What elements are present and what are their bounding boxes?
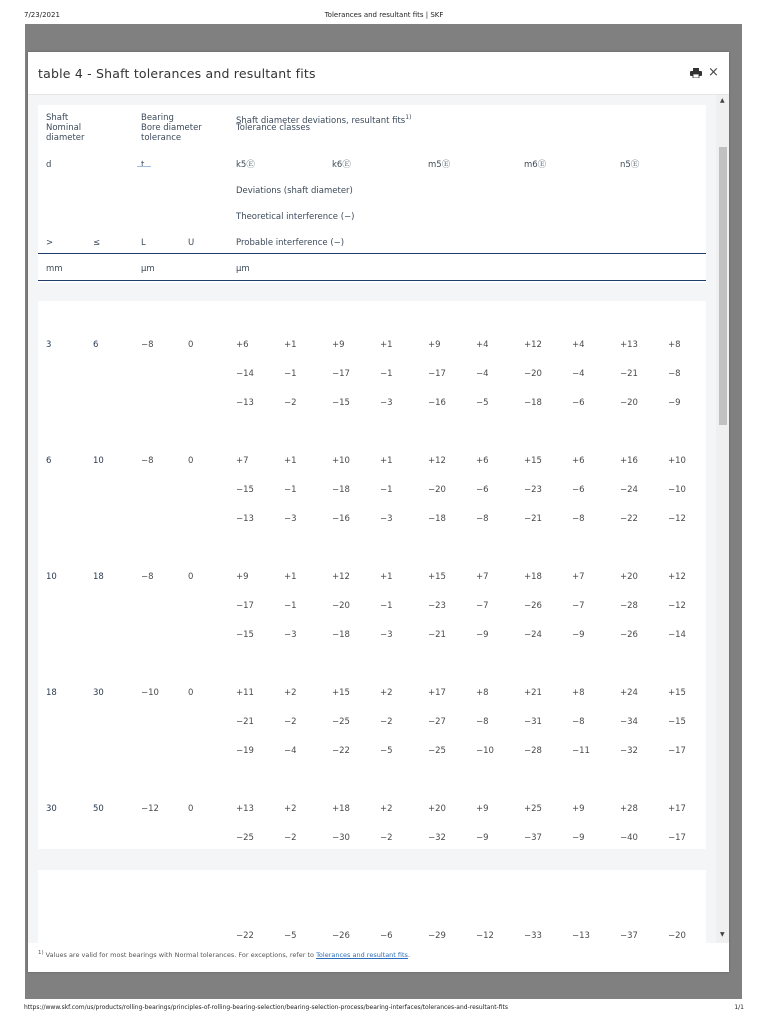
row-3-line-0-cell-8: +24	[620, 688, 638, 698]
t-symbol-link[interactable]	[137, 163, 151, 167]
header-tolerance-classes: Tolerance classes	[236, 123, 310, 133]
row-2-line-2-cell-7: −9	[572, 630, 585, 640]
row-2-d-gt: 10	[46, 572, 57, 582]
row-2-line-1-cell-2: −20	[332, 601, 350, 611]
row-1-L: −8	[141, 456, 154, 466]
row-2-line-0-cell-5: +7	[476, 572, 489, 582]
row-0-line-1-cell-6: −20	[524, 369, 542, 379]
print-date: 7/23/2021	[24, 11, 60, 19]
row-4-d-le: 50	[93, 804, 104, 814]
row-0-line-2-cell-7: −6	[572, 398, 585, 408]
header-footnote-marker: 1)	[405, 114, 412, 121]
row-4-L: −12	[141, 804, 159, 814]
row-3-line-2-cell-4: −25	[428, 746, 446, 756]
row-3-line-1-cell-4: −27	[428, 717, 446, 727]
table-modal	[28, 52, 729, 972]
header-divider	[38, 253, 706, 254]
modal-header	[28, 52, 729, 95]
row-4-line-0-cell-0: +13	[236, 804, 254, 814]
row-1-line-0-cell-7: +6	[572, 456, 585, 466]
row-3-line-2-cell-9: −17	[668, 746, 686, 756]
row-2-line-2-cell-4: −21	[428, 630, 446, 640]
table-body-panel-continued	[38, 870, 706, 943]
row-4-line-0-cell-7: +9	[572, 804, 585, 814]
header-shaft-nominal-diameter: Shaft Nominal diameter	[46, 113, 85, 143]
row-4-line-2-cell-6: −33	[524, 931, 542, 941]
row-2-line-0-cell-9: +12	[668, 572, 686, 582]
row-2-line-1-cell-1: −1	[284, 601, 297, 611]
row-1-line-0-cell-3: +1	[380, 456, 393, 466]
header-d-symbol: d	[46, 160, 52, 170]
print-title: Tolerances and resultant fits | SKF	[324, 11, 444, 19]
legend-probable-interference: Probable interference (−)	[236, 238, 345, 248]
unit-mm: mm	[46, 264, 63, 274]
print-header	[0, 0, 768, 24]
row-1-line-2-cell-3: −3	[380, 514, 393, 524]
row-4-line-0-cell-2: +18	[332, 804, 350, 814]
row-1-line-2-cell-0: −13	[236, 514, 254, 524]
row-1-line-2-cell-8: −22	[620, 514, 638, 524]
legend-deviations: Deviations (shaft diameter)	[236, 186, 353, 196]
row-0-line-0-cell-5: +4	[476, 340, 489, 350]
print-page-number: 1/1	[734, 1004, 744, 1011]
row-0-L: −8	[141, 340, 154, 350]
row-3-line-1-cell-1: −2	[284, 717, 297, 727]
row-1-line-2-cell-9: −12	[668, 514, 686, 524]
row-3-line-0-cell-1: +2	[284, 688, 297, 698]
footnote-marker: 1)	[38, 950, 44, 956]
row-4-d-gt: 30	[46, 804, 57, 814]
header-t-symbol: t	[141, 160, 145, 170]
row-2-line-0-cell-3: +1	[380, 572, 393, 582]
row-0-line-1-cell-8: −21	[620, 369, 638, 379]
row-0-line-1-cell-5: −4	[476, 369, 489, 379]
row-3-line-1-cell-7: −8	[572, 717, 585, 727]
row-3-line-0-cell-2: +15	[332, 688, 350, 698]
row-2-line-1-cell-8: −28	[620, 601, 638, 611]
modal-title: table 4 - Shaft tolerances and resultant fits	[38, 66, 316, 81]
row-4-line-1-cell-1: −2	[284, 833, 297, 843]
row-4-line-2-cell-7: −13	[572, 931, 590, 941]
row-2-line-1-cell-5: −7	[476, 601, 489, 611]
row-1-line-2-cell-2: −16	[332, 514, 350, 524]
row-1-line-1-cell-1: −1	[284, 485, 297, 495]
row-0-line-1-cell-3: −1	[380, 369, 393, 379]
row-3-L: −10	[141, 688, 159, 698]
header-less-equal: ≤	[93, 238, 101, 248]
row-1-line-1-cell-4: −20	[428, 485, 446, 495]
row-4-line-1-cell-2: −30	[332, 833, 350, 843]
row-4-line-0-cell-8: +28	[620, 804, 638, 814]
row-3-line-2-cell-2: −22	[332, 746, 350, 756]
row-0-line-2-cell-8: −20	[620, 398, 638, 408]
row-4-line-1-cell-6: −37	[524, 833, 542, 843]
row-0-line-2-cell-3: −3	[380, 398, 393, 408]
scroll-down-arrow-icon[interactable]: ▼	[720, 931, 725, 938]
row-4-line-1-cell-5: −9	[476, 833, 489, 843]
footnote-link[interactable]: Tolerances and resultant fits	[316, 951, 408, 960]
row-2-line-2-cell-8: −26	[620, 630, 638, 640]
row-0-line-0-cell-2: +9	[332, 340, 345, 350]
row-0-line-2-cell-5: −5	[476, 398, 489, 408]
row-2-line-0-cell-1: +1	[284, 572, 297, 582]
row-1-line-0-cell-2: +10	[332, 456, 350, 466]
row-4-line-1-cell-9: −17	[668, 833, 686, 843]
row-2-line-0-cell-2: +12	[332, 572, 350, 582]
scrollbar-thumb[interactable]	[719, 147, 727, 425]
row-1-d-le: 10	[93, 456, 104, 466]
header-U: U	[188, 238, 195, 248]
row-2-line-0-cell-8: +20	[620, 572, 638, 582]
legend-theoretical-interference: Theoretical interference (−)	[236, 212, 355, 222]
row-2-line-2-cell-6: −24	[524, 630, 542, 640]
tolerance-class-4: n5Ⓔ	[620, 160, 640, 170]
table-scroll-area[interactable]	[28, 95, 729, 943]
row-3-d-gt: 18	[46, 688, 57, 698]
row-1-line-2-cell-4: −18	[428, 514, 446, 524]
row-0-line-2-cell-4: −16	[428, 398, 446, 408]
row-0-line-0-cell-0: +6	[236, 340, 249, 350]
table-header-panel	[38, 105, 706, 283]
row-1-line-0-cell-5: +6	[476, 456, 489, 466]
row-1-line-0-cell-6: +15	[524, 456, 542, 466]
row-4-line-2-cell-8: −37	[620, 931, 638, 941]
row-2-line-0-cell-0: +9	[236, 572, 249, 582]
row-1-line-1-cell-0: −15	[236, 485, 254, 495]
row-1-line-2-cell-7: −8	[572, 514, 585, 524]
row-0-line-0-cell-9: +8	[668, 340, 681, 350]
row-0-d-gt: 3	[46, 340, 52, 350]
row-1-line-1-cell-7: −6	[572, 485, 585, 495]
row-0-d-le: 6	[93, 340, 99, 350]
row-2-line-1-cell-6: −26	[524, 601, 542, 611]
row-2-line-2-cell-2: −18	[332, 630, 350, 640]
row-4-line-2-cell-3: −6	[380, 931, 393, 941]
row-3-line-1-cell-9: −15	[668, 717, 686, 727]
row-4-line-2-cell-2: −26	[332, 931, 350, 941]
row-4-line-2-cell-4: −29	[428, 931, 446, 941]
row-4-line-1-cell-4: −32	[428, 833, 446, 843]
row-2-line-1-cell-3: −1	[380, 601, 393, 611]
row-1-d-gt: 6	[46, 456, 52, 466]
row-2-line-1-cell-0: −17	[236, 601, 254, 611]
row-3-line-2-cell-6: −28	[524, 746, 542, 756]
printer-icon[interactable]	[690, 68, 702, 78]
close-icon[interactable]: ×	[708, 65, 719, 80]
row-4-line-1-cell-7: −9	[572, 833, 585, 843]
row-0-line-1-cell-4: −17	[428, 369, 446, 379]
row-3-line-2-cell-8: −32	[620, 746, 638, 756]
row-0-line-2-cell-9: −9	[668, 398, 681, 408]
row-4-U: 0	[188, 804, 194, 814]
row-0-line-0-cell-1: +1	[284, 340, 297, 350]
row-0-line-1-cell-0: −14	[236, 369, 254, 379]
row-2-line-1-cell-4: −23	[428, 601, 446, 611]
row-0-line-1-cell-7: −4	[572, 369, 585, 379]
row-3-line-0-cell-9: +15	[668, 688, 686, 698]
row-3-line-1-cell-8: −34	[620, 717, 638, 727]
row-3-line-0-cell-6: +21	[524, 688, 542, 698]
row-3-line-2-cell-0: −19	[236, 746, 254, 756]
row-1-line-0-cell-4: +12	[428, 456, 446, 466]
row-1-line-0-cell-1: +1	[284, 456, 297, 466]
vertical-scrollbar[interactable]	[716, 95, 729, 943]
row-3-line-1-cell-0: −21	[236, 717, 254, 727]
row-3-line-1-cell-2: −25	[332, 717, 350, 727]
unit-um-bearing: µm	[141, 264, 155, 274]
row-1-line-2-cell-6: −21	[524, 514, 542, 524]
scroll-up-arrow-icon[interactable]: ▲	[720, 97, 725, 104]
row-4-line-0-cell-9: +17	[668, 804, 686, 814]
row-3-line-1-cell-3: −2	[380, 717, 393, 727]
row-3-line-1-cell-5: −8	[476, 717, 489, 727]
row-1-line-0-cell-8: +16	[620, 456, 638, 466]
row-2-line-2-cell-3: −3	[380, 630, 393, 640]
row-0-line-2-cell-1: −2	[284, 398, 297, 408]
row-0-line-0-cell-3: +1	[380, 340, 393, 350]
row-4-line-0-cell-3: +2	[380, 804, 393, 814]
row-3-line-2-cell-5: −10	[476, 746, 494, 756]
row-0-line-0-cell-6: +12	[524, 340, 542, 350]
units-divider	[38, 280, 706, 281]
row-1-line-1-cell-3: −1	[380, 485, 393, 495]
row-2-line-2-cell-0: −15	[236, 630, 254, 640]
print-url: https://www.skf.com/us/products/rolling-bearings/principles-of-rolling-bearing-selection/bearing-selection-process/bearing-interfaces/tolerances-and-resultant-fits	[24, 1004, 508, 1011]
row-2-line-1-cell-9: −12	[668, 601, 686, 611]
row-3-line-0-cell-7: +8	[572, 688, 585, 698]
row-2-line-2-cell-1: −3	[284, 630, 297, 640]
row-0-line-2-cell-0: −13	[236, 398, 254, 408]
row-4-line-0-cell-5: +9	[476, 804, 489, 814]
row-2-line-0-cell-4: +15	[428, 572, 446, 582]
row-0-line-1-cell-1: −1	[284, 369, 297, 379]
row-1-line-2-cell-1: −3	[284, 514, 297, 524]
row-3-line-0-cell-3: +2	[380, 688, 393, 698]
row-2-line-2-cell-9: −14	[668, 630, 686, 640]
modal-footer	[28, 943, 729, 972]
row-0-line-0-cell-8: +13	[620, 340, 638, 350]
header-shaft-deviations: Shaft diameter deviations, resultant fits$^{1)}$	[236, 114, 412, 126]
row-4-line-1-cell-3: −2	[380, 833, 393, 843]
row-3-line-0-cell-0: +11	[236, 688, 254, 698]
row-2-U: 0	[188, 572, 194, 582]
row-1-line-1-cell-2: −18	[332, 485, 350, 495]
row-1-line-1-cell-8: −24	[620, 485, 638, 495]
row-1-line-1-cell-9: −10	[668, 485, 686, 495]
header-bearing-bore-tolerance: Bearing Bore diameter tolerance	[141, 113, 202, 143]
row-0-U: 0	[188, 340, 194, 350]
row-4-line-1-cell-8: −40	[620, 833, 638, 843]
header-L: L	[141, 238, 146, 248]
table-body-panel	[38, 301, 706, 849]
row-0-line-2-cell-6: −18	[524, 398, 542, 408]
row-4-line-0-cell-4: +20	[428, 804, 446, 814]
row-1-U: 0	[188, 456, 194, 466]
row-3-line-0-cell-5: +8	[476, 688, 489, 698]
row-4-line-2-cell-1: −5	[284, 931, 297, 941]
row-2-line-1-cell-7: −7	[572, 601, 585, 611]
row-0-line-0-cell-4: +9	[428, 340, 441, 350]
row-2-line-2-cell-5: −9	[476, 630, 489, 640]
row-3-U: 0	[188, 688, 194, 698]
header-greater-than: >	[46, 238, 54, 248]
row-4-line-2-cell-0: −22	[236, 931, 254, 941]
row-0-line-0-cell-7: +4	[572, 340, 585, 350]
row-1-line-0-cell-9: +10	[668, 456, 686, 466]
row-4-line-2-cell-9: −20	[668, 931, 686, 941]
row-2-line-0-cell-6: +18	[524, 572, 542, 582]
row-2-d-le: 18	[93, 572, 104, 582]
row-3-line-1-cell-6: −31	[524, 717, 542, 727]
row-2-L: −8	[141, 572, 154, 582]
row-4-line-0-cell-6: +25	[524, 804, 542, 814]
row-4-line-2-cell-5: −12	[476, 931, 494, 941]
row-3-line-2-cell-1: −4	[284, 746, 297, 756]
row-1-line-0-cell-0: +7	[236, 456, 249, 466]
row-3-line-0-cell-4: +17	[428, 688, 446, 698]
row-2-line-0-cell-7: +7	[572, 572, 585, 582]
row-0-line-1-cell-2: −17	[332, 369, 350, 379]
row-3-line-2-cell-7: −11	[572, 746, 590, 756]
row-1-line-1-cell-6: −23	[524, 485, 542, 495]
row-4-line-0-cell-1: +2	[284, 804, 297, 814]
row-0-line-1-cell-9: −8	[668, 369, 681, 379]
row-1-line-1-cell-5: −6	[476, 485, 489, 495]
row-4-line-1-cell-0: −25	[236, 833, 254, 843]
unit-um-shaft: µm	[236, 264, 250, 274]
footnote-end: .	[407, 951, 411, 960]
print-footer	[0, 1000, 768, 1024]
footnote	[38, 950, 410, 959]
tolerance-class-0: k5Ⓔ	[236, 160, 255, 170]
row-1-line-2-cell-5: −8	[476, 514, 489, 524]
row-0-line-2-cell-2: −15	[332, 398, 350, 408]
tolerance-class-3: m6Ⓔ	[524, 160, 547, 170]
row-3-d-le: 30	[93, 688, 104, 698]
row-3-line-2-cell-3: −5	[380, 746, 393, 756]
tolerance-class-1: k6Ⓔ	[332, 160, 351, 170]
tolerance-class-2: m5Ⓔ	[428, 160, 451, 170]
footnote-text: Values are valid for most bearings with Normal tolerances. For exceptions, refer to	[45, 951, 314, 960]
